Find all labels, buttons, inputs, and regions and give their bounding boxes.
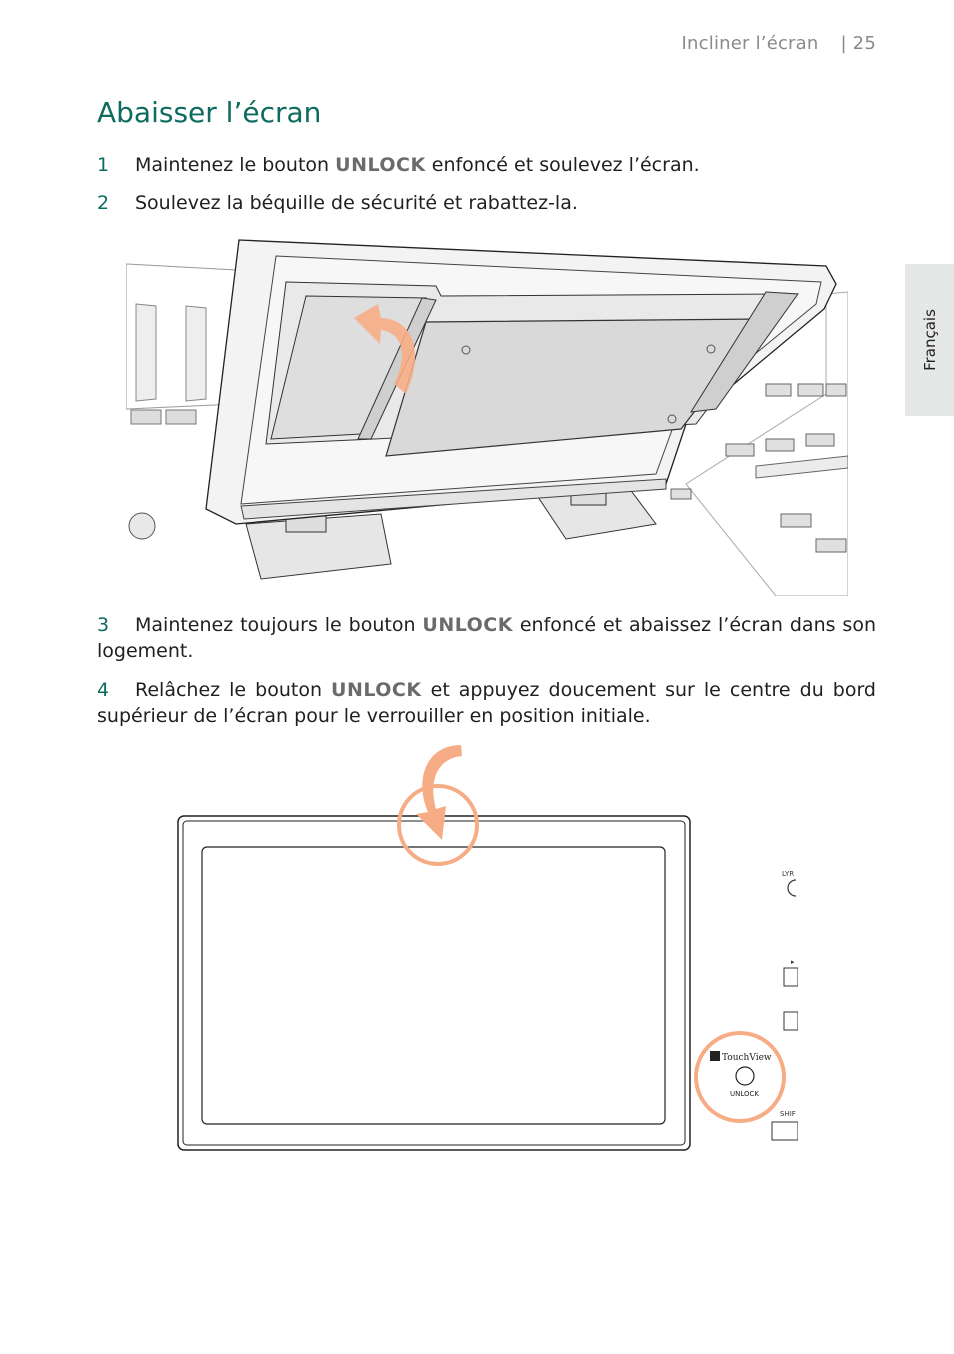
step-text: enfoncé et soulevez l’écran.	[425, 154, 700, 176]
screen-display	[202, 847, 665, 1124]
lyric-label: LYR	[782, 870, 795, 878]
step-number: 1	[97, 154, 110, 176]
step-4	[97, 677, 876, 729]
language-tab-label: Français	[920, 309, 939, 371]
step-number: 2	[97, 192, 110, 214]
unlock-keyword: UNLOCK	[422, 614, 513, 636]
figure-lowered-screen	[176, 740, 798, 1154]
language-tab	[905, 264, 954, 416]
step-number: 3	[97, 614, 110, 636]
unlock-button-label: UNLOCK	[730, 1090, 759, 1098]
step-3	[97, 612, 876, 664]
step-text: Maintenez le bouton	[135, 154, 336, 176]
step-text: et appuyez doucement sur le centre du bord supérieur de l’écran pour le verrouiller en position initiale.	[97, 679, 876, 727]
svg-text:▸: ▸	[791, 958, 795, 966]
unlock-keyword: UNLOCK	[331, 679, 422, 701]
step-1	[97, 152, 876, 178]
step-number: 4	[97, 679, 110, 701]
running-header	[682, 33, 876, 54]
step-2	[97, 190, 876, 216]
unlock-button	[736, 1067, 754, 1085]
unlock-keyword: UNLOCK	[335, 154, 426, 176]
section-title: Abaisser l’écran	[97, 96, 322, 129]
header-section: Incliner l’écran	[681, 33, 819, 54]
step-text: Soulevez la béquille de sécurité et rabattez-la.	[135, 192, 578, 214]
figure-raised-screen	[126, 234, 848, 596]
touchview-brand: TouchView	[722, 1053, 772, 1063]
touchview-logo-icon	[710, 1051, 720, 1061]
step-text: Relâchez le bouton	[135, 679, 332, 701]
step-text: enfoncé et abaissez l’écran dans son logement.	[97, 614, 876, 662]
step-text: Maintenez toujours le bouton	[135, 614, 423, 636]
shift-label: SHIF	[780, 1110, 796, 1118]
page-number: | 25	[840, 33, 876, 54]
